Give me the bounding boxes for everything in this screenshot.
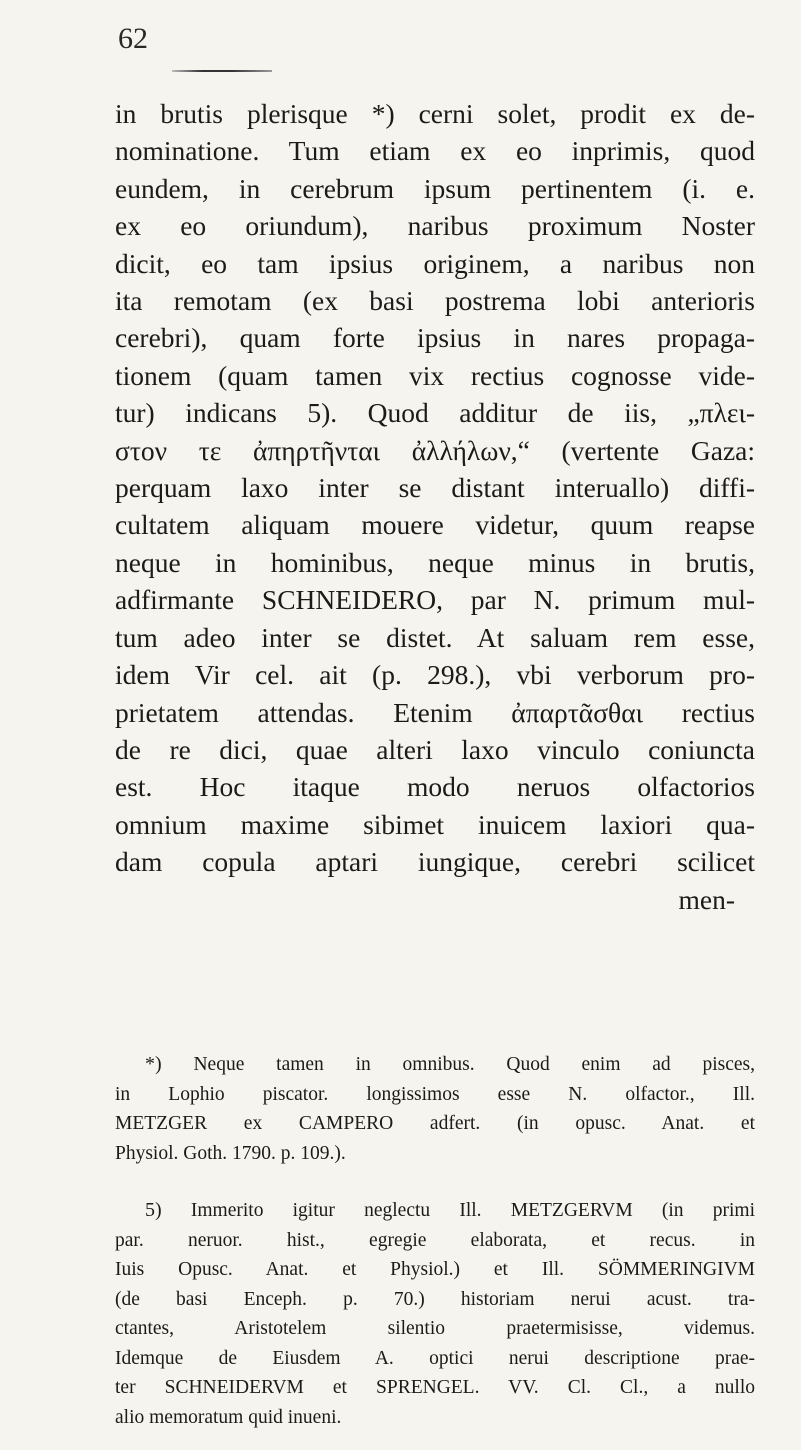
- text-line: dam copula aptari iungique, cerebri scilicet: [115, 846, 755, 878]
- footnote-line: ctantes, Aristotelem silentio praetermisisse, videmus.: [115, 1318, 755, 1339]
- page-header: [118, 22, 741, 62]
- text-line: cultatem aliquam mouere videtur, quum reapse: [115, 509, 755, 541]
- footnote-marker: *): [145, 1053, 162, 1075]
- text-line: ita remotam (ex basi postrema lobi anterioris: [115, 285, 755, 317]
- text-line: στον τε ἀπηρτῆνται ἀλλήλων,“ (vertente Gaza:: [115, 434, 755, 466]
- text-line: in brutis plerisque *) cerni solet, prodit ex de-: [115, 98, 755, 129]
- footnotes: [115, 1050, 755, 1450]
- text-line: prietatem attendas. Etenim ἀπαρτᾶσθαι rectius: [115, 696, 755, 728]
- text-line: eundem, in cerebrum ipsum pertinentem (i. e.: [115, 172, 755, 204]
- footnote-line: (de basi Enceph. p. 70.) historiam nerui acust. tra-: [115, 1288, 755, 1310]
- text-line: est. Hoc itaque modo neruos olfactorios: [115, 771, 755, 803]
- text-line: dicit, eo tam ipsius originem, a naribus non: [115, 247, 755, 279]
- text-line: de re dici, quae alteri laxo vinculo coniuncta: [115, 733, 755, 765]
- footnote-line: alio memoratum quid inueni.: [115, 1406, 342, 1428]
- footnote-marker: 5): [145, 1199, 162, 1221]
- text-line: idem Vir cel. ait (p. 298.), vbi verborum pro-: [115, 659, 755, 691]
- text-line: omnium maxime sibimet inuicem laxiori qua-: [115, 808, 755, 840]
- text-line: tum adeo inter se distet. At saluam rem esse,: [115, 621, 755, 653]
- text-line: ex eo oriundum), naribus proximum Noster: [115, 210, 755, 242]
- text-line: tionem (quam tamen vix rectius cognosse vide-: [115, 359, 755, 391]
- text-line: tur) indicans 5). Quod additur de iis, „πλει-: [115, 397, 755, 429]
- footnote-text: Immerito igitur neglectu Ill. METZGERVM (in primi: [190, 1200, 755, 1221]
- header-rule: [172, 70, 272, 72]
- text-line: nominatione. Tum etiam ex eo inprimis, quod: [115, 135, 755, 167]
- text-line: cerebri), quam forte ipsius in nares propaga-: [115, 322, 755, 354]
- catchword: men-: [678, 883, 735, 915]
- footnote-line: par. neruor. hist., egregie elaborata, et recus. in: [115, 1229, 755, 1251]
- footnote-line: Idemque de Eiusdem A. optici nerui descriptione prae-: [115, 1347, 755, 1369]
- text-line: adfirmante SCHNEIDERO, par N. primum mul-: [115, 584, 755, 616]
- footnote-line: ter SCHNEIDERVM et SPRENGEL. VV. Cl. Cl., a nullo: [115, 1377, 755, 1398]
- text-line: perquam laxo inter se distant interuallo) diffi-: [115, 472, 755, 504]
- footnote: [115, 1196, 755, 1432]
- footnote-text: Neque tamen in omnibus. Quod enim ad pisces,: [193, 1054, 756, 1075]
- footnote-line: in Lophio piscator. longissimos esse N. olfactor., Ill.: [115, 1083, 755, 1105]
- footnote-line: [115, 1196, 755, 1226]
- footnote-line: METZGER ex CAMPERO adfert. (in opusc. Anat. et: [115, 1113, 755, 1134]
- footnote: [115, 1050, 755, 1168]
- main-text: [115, 95, 755, 918]
- text-line: neque in hominibus, neque minus in brutis,: [115, 546, 755, 578]
- footnote-line: Iuis Opusc. Anat. et Physiol.) et Ill. SÖMMERINGIVM: [115, 1259, 755, 1280]
- page-number: 62: [118, 22, 148, 55]
- footnote-line: Physiol. Goth. 1790. p. 109.).: [115, 1142, 346, 1164]
- footnote-line: [115, 1050, 755, 1080]
